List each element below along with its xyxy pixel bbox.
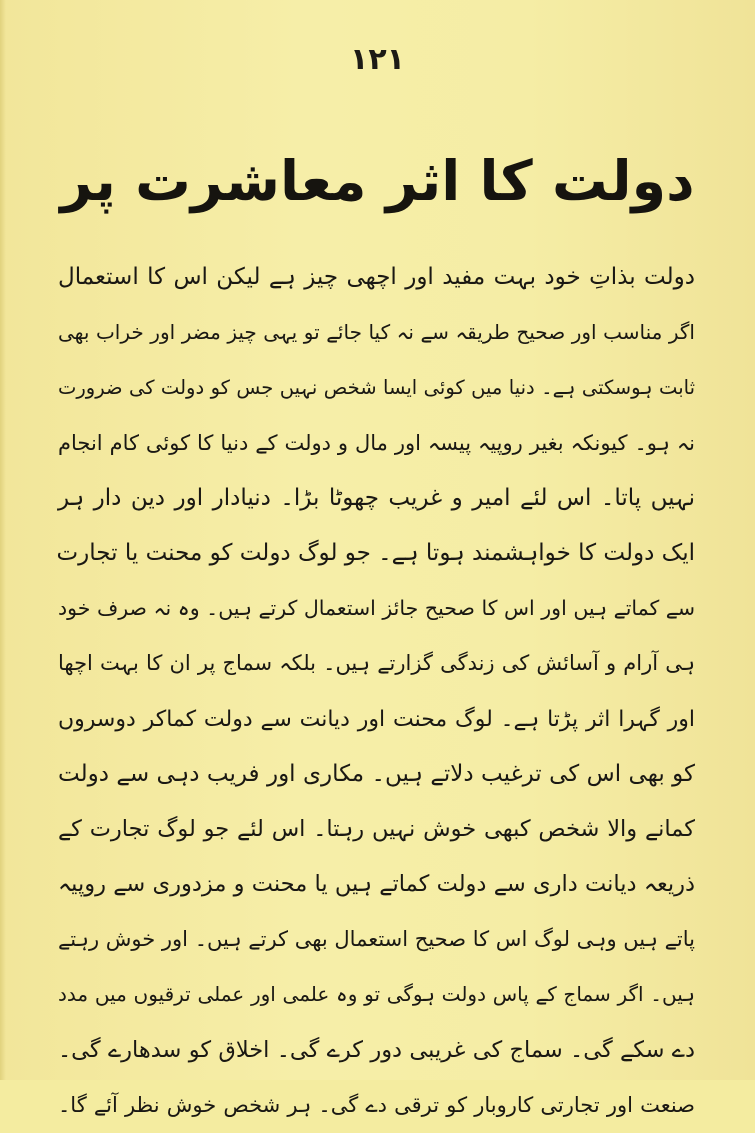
text-line: ایک دولت کا خواہشمند ہوتا ہے۔ جو لوگ دولت کو محنت یا تجارت <box>56 539 695 566</box>
text-line: دے سکے گی۔ سماج کی غریبی دور کرے گی۔ اخلاق کو سدھارے گی۔ <box>58 1036 695 1063</box>
text-line: سے کماتے ہیں اور اس کا صحیح جائز استعمال کرتے ہیں۔ وہ نہ صرف خود <box>58 596 695 621</box>
chapter-title: دولت کا اثر معاشرت پر <box>60 149 695 214</box>
page-number: ۱۲۱ <box>350 42 405 77</box>
text-line: کو بھی اس کی ترغیب دلاتے ہیں۔ مکاری اور فریب دہی سے دولت <box>58 760 695 787</box>
text-line: نہیں پاتا۔ اس لئے امیر و غریب چھوٹا بڑا۔ دنیادار اور دین دار ہر <box>58 484 695 511</box>
text-line: صنعت اور تجارتی کاروبار کو ترقی دے گی۔ ہر شخص خوش نظر آئے گا۔ <box>58 1092 695 1117</box>
text-line: ثابت ہوسکتی ہے۔ دنیا میں کوئی ایسا شخص نہیں جس کو دولت کی ضرورت <box>58 376 695 400</box>
text-line: ہی آرام و آسائش کی زندگی گزارتے ہیں۔ بلکہ سماج پر ان کا بہت اچھا <box>58 651 695 676</box>
text-line: دولت بذاتِ خود بہت مفید اور اچھی چیز ہے لیکن اس کا استعمال <box>58 264 695 290</box>
text-line: نہ ہو۔ کیونکہ بغیر روپیہ پیسہ اور مال و دولت کے دنیا کا کوئی کام انجام <box>58 430 695 455</box>
text-line: اور گہرا اثر پڑتا ہے۔ لوگ محنت اور دیانت سے دولت کماکر دوسروں <box>58 706 695 732</box>
text-line: کمانے والا شخص کبھی خوش نہیں رہتا۔ اس لئے جو لوگ تجارت کے <box>58 815 695 842</box>
text-line: ہیں۔ اگر سماج کے پاس دولت ہوگی تو وہ علمی اور عملی ترقیوں میں مدد <box>58 982 695 1007</box>
text-line: ذریعہ دیانت داری سے دولت کماتے ہیں یا محنت و مزدوری سے روپیہ <box>58 871 695 898</box>
text-line: اگر مناسب اور صحیح طریقہ سے نہ کیا جائے تو یہی چیز مضر اور خراب بھی <box>58 320 695 345</box>
page-edge-shadow <box>0 0 6 1080</box>
text-line: پاتے ہیں وہی لوگ اس کا صحیح استعمال بھی کرتے ہیں۔ اور خوش رہتے <box>58 927 695 952</box>
body-text <box>58 250 695 1133</box>
